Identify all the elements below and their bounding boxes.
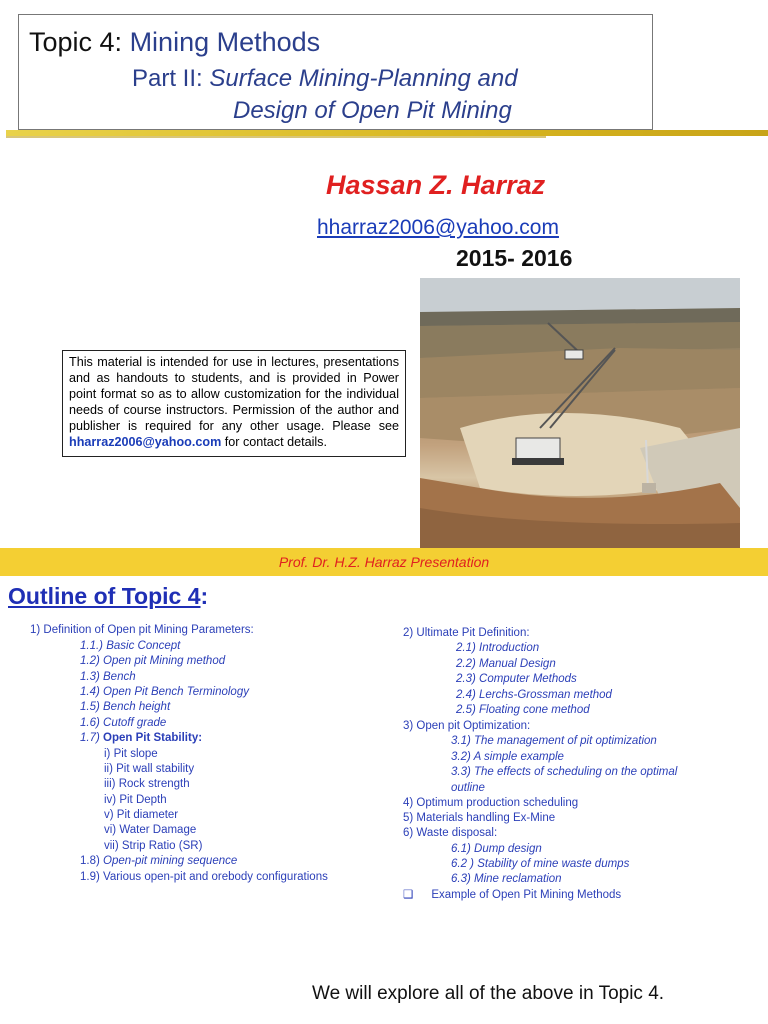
presentation-banner [0,548,768,576]
outline-item [403,888,621,902]
notice-email[interactable]: hharraz2006@yahoo.com [69,435,222,449]
outline-item: 6) Waste disposal: [403,827,498,839]
outline-item: 2.1) Introduction [456,642,540,654]
outline-item: vii) Strip Ratio (SR) [104,840,203,852]
outline-item: 1.1.) Basic Concept [80,640,181,652]
outline-item: 2) Ultimate Pit Definition: [403,627,530,639]
banner-text: Prof. Dr. H.Z. Harraz Presentation [278,554,490,570]
outline-item-text: Open-pit mining sequence [103,855,238,867]
outline-item: 1.9) Various open-pit and orebody configurations [80,871,328,883]
title-box [18,14,653,130]
outline-item [80,854,237,868]
outline-item: 3.1) The management of pit optimization [451,735,657,747]
outline-item-text: Open Pit Stability: [103,732,203,744]
outline-item: outline [451,782,485,794]
notice-text-end: for contact details. [221,435,327,449]
outline-item: 2.4) Lerchs-Grossman method [456,689,612,701]
outline-heading [8,583,208,610]
author-name: Hassan Z. Harraz [326,170,546,200]
author-email[interactable]: hharraz2006@yahoo.com [317,216,559,239]
outline-item: 5) Materials handling Ex-Mine [403,812,556,824]
outline-item: 1) Definition of Open pit Mining Parameters: [30,624,254,636]
outline-item: 2.5) Floating cone method [456,704,590,716]
outline-item-number: 1.7) [80,732,104,744]
outline-item: 3.3) The effects of scheduling on the optimal [451,766,678,778]
part-title [132,65,518,93]
outline-item [80,731,202,745]
outline-item: vi) Water Damage [104,824,197,836]
outline-item: 6.3) Mine reclamation [451,873,562,885]
outline-item: 3.2) A simple example [451,751,564,763]
open-pit-mine-illustration [420,278,740,548]
outline-item: 3) Open pit Optimization: [403,720,531,732]
outline-item: 1.5) Bench height [80,701,171,713]
outline-heading-text: Outline of Topic 4 [8,583,201,609]
copyright-notice [62,350,406,457]
outline-item: i) Pit slope [104,748,158,760]
outline-item: iii) Rock strength [104,778,190,790]
part-prefix: Part II: [132,65,210,92]
topic-name: Mining Methods [129,27,321,57]
outline-item: ii) Pit wall stability [104,763,195,775]
academic-years: 2015- 2016 [456,245,573,271]
part-subtitle-line2: Design of Open Pit Mining [233,97,512,124]
square-bullet-icon: ❑ [403,889,414,901]
outline-item: 1.4) Open Pit Bench Terminology [80,686,249,698]
outline-item: 1.2) Open pit Mining method [80,655,226,667]
outline-item: 6.1) Dump design [451,843,542,855]
outline-item-number: 1.8) [80,855,104,867]
outline-heading-colon: : [200,583,209,609]
outline-item: 1.6) Cutoff grade [80,717,167,729]
outline-item: 6.2 ) Stability of mine waste dumps [451,858,630,870]
title-rule-shadow [6,136,546,138]
outline-item: 1.3) Bench [80,671,136,683]
outline-item: iv) Pit Depth [104,794,167,806]
outline-item: 2.3) Computer Methods [456,673,577,685]
outline-item: v) Pit diameter [104,809,179,821]
outline-item: 4) Optimum production scheduling [403,797,579,809]
part-subtitle-line1: Surface Mining-Planning and [209,65,518,92]
open-pit-mine-photo [420,278,740,548]
closing-statement: We will explore all of the above in Topic 4. [312,983,665,1004]
outline-item-text: Example of Open Pit Mining Methods [431,889,622,901]
outline-item: 2.2) Manual Design [456,658,556,670]
notice-text: This material is intended for use in lectures, presentations and as handouts to students, and is provided in Power point format so as to allow customization for the individual needs of course instructors. Permission of the author and publisher is required for any other usage. Please see [69,355,399,433]
topic-prefix: Topic 4: [29,27,130,57]
topic-title [29,27,320,58]
